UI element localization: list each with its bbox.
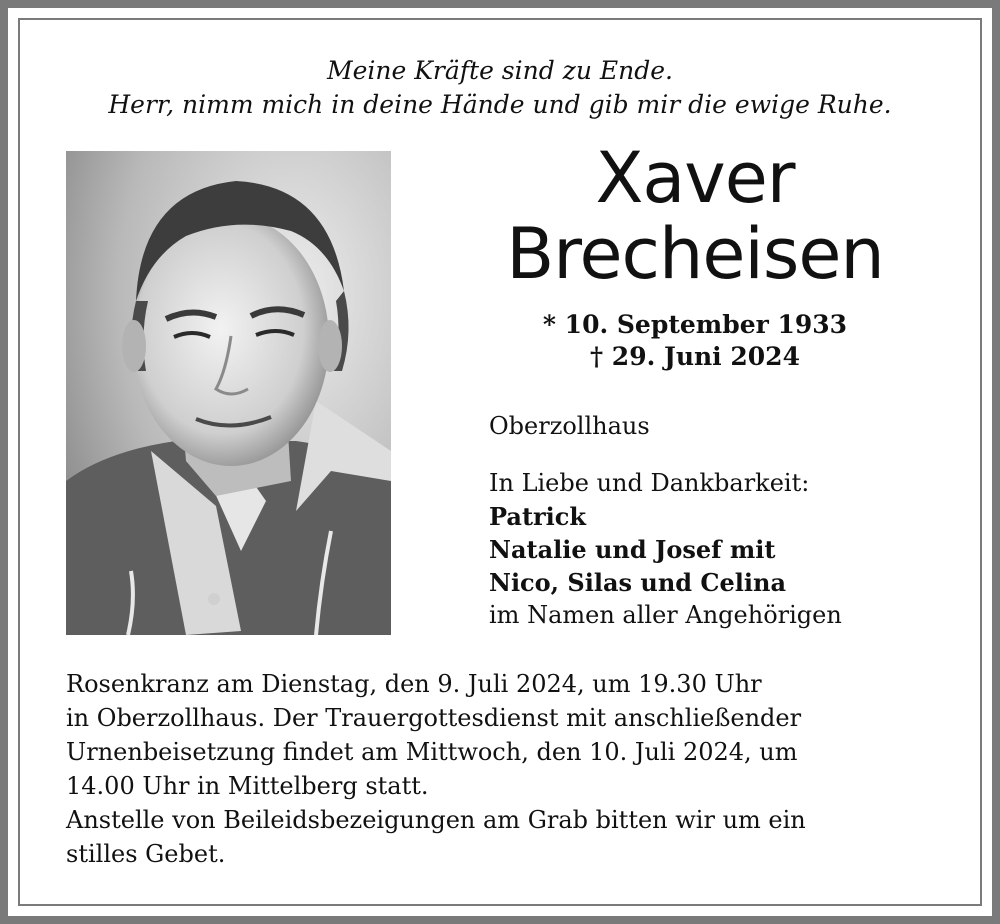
mourner-name: Natalie und Josef mit [489, 535, 776, 564]
motto-verse [40, 54, 960, 122]
notice-line: Rosenkranz am Dienstag, den 9. Juli 2024, um 19.30 Uhr [66, 670, 762, 698]
notice-line: stilles Gebet. [66, 840, 226, 868]
notice-line: 14.00 Uhr in Mittelberg statt. [66, 772, 429, 800]
mourners-intro: In Liebe und Dankbarkeit: [489, 469, 810, 497]
mourners-closing: im Namen aller Angehörigen [489, 601, 842, 629]
last-name: Brecheisen [506, 213, 884, 295]
motto-line-2: Herr, nimm mich in deine Hände und gib mir die ewige Ruhe. [108, 90, 892, 119]
mourners-list [489, 467, 842, 632]
death-date: † 29. Juni 2024 [590, 342, 800, 371]
portrait-photo [66, 151, 391, 635]
motto-line-1: Meine Kräfte sind zu Ende. [327, 56, 673, 85]
portrait-image [66, 151, 391, 635]
first-name: Xaver [595, 137, 795, 219]
life-dates [460, 309, 930, 373]
funeral-notice [66, 667, 946, 871]
notice-line: in Oberzollhaus. Der Trauergottesdienst mit anschließender [66, 704, 802, 732]
mourner-name: Nico, Silas und Celina [489, 568, 787, 597]
hometown: Oberzollhaus [489, 412, 650, 440]
mourner-name: Patrick [489, 502, 587, 531]
notice-line: Urnenbeisetzung findet am Mittwoch, den 10. Juli 2024, um [66, 738, 798, 766]
notice-line: Anstelle von Beileidsbezeigungen am Grab bitten wir um ein [66, 806, 806, 834]
deceased-name [460, 137, 930, 295]
birth-date: * 10. September 1933 [542, 310, 848, 339]
